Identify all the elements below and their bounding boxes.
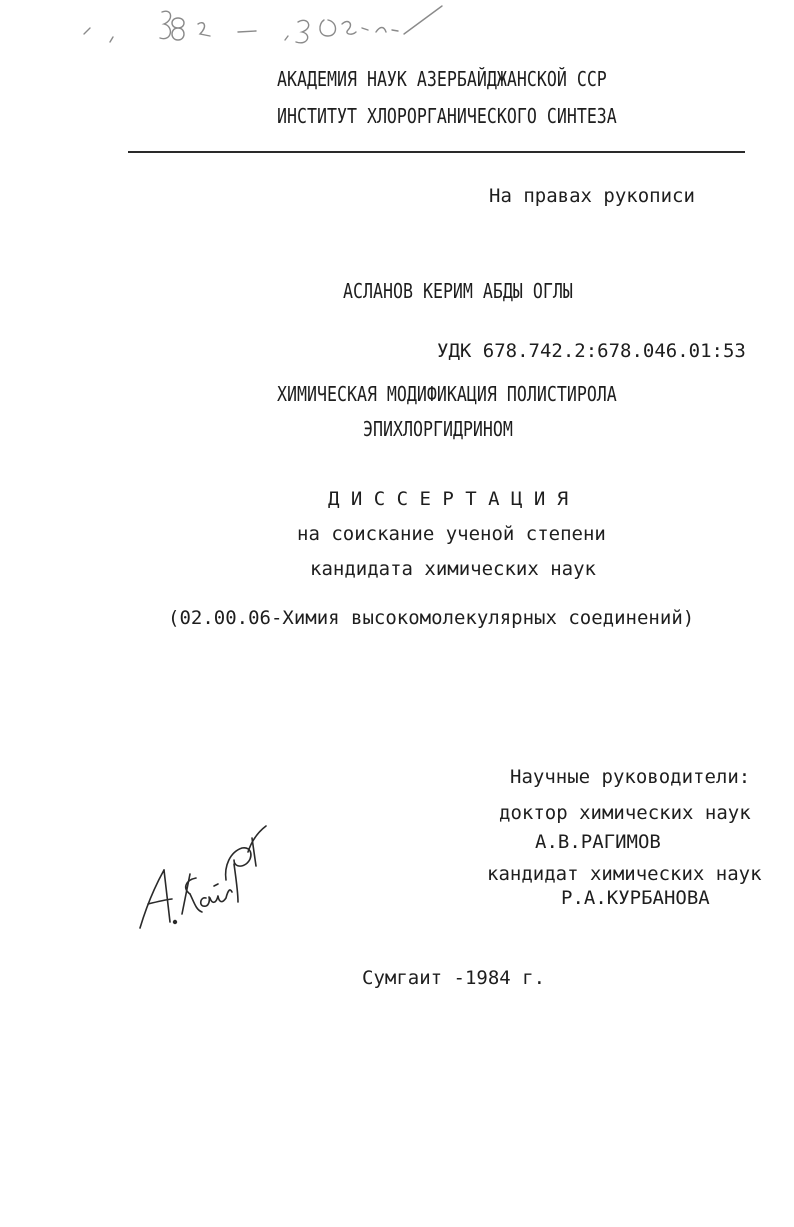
manuscript-note: На правах рукописи (489, 185, 695, 207)
author-name: АСЛАНОВ КЕРИМ АБДЫ ОГЛЫ (343, 279, 573, 303)
academy-name: АКАДЕМИЯ НАУК АЗЕРБАЙДЖАНСКОЙ ССР (277, 67, 607, 91)
place-and-year: Сумгаит -1984 г. (362, 967, 546, 989)
institute-name: ИНСТИТУТ ХЛОРОРГАНИЧЕСКОГО СИНТЕЗА (277, 104, 617, 128)
handwritten-archive-note (70, 4, 460, 54)
supervisor-1-name: А.В.РАГИМОВ (535, 831, 661, 853)
document-type: Д И С С Е Р Т А Ц И Я (328, 488, 569, 510)
supervisor-2-name: Р.А.КУРБАНОВА (561, 887, 710, 909)
header-divider (128, 151, 745, 153)
udc-code: УДК 678.742.2:678.046.01:53 (437, 340, 746, 362)
degree-line-1: на соискание ученой степени (297, 523, 606, 545)
supervisor-2-degree: кандидат химических наук (487, 863, 762, 885)
supervisors-heading: Научные руководители: (510, 766, 751, 788)
supervisor-1-degree: доктор химических наук (499, 802, 751, 824)
thesis-title-line-2: ЭПИХЛОРГИДРИНОМ (363, 417, 513, 441)
degree-line-2: кандидата химических наук (310, 558, 596, 580)
author-signature (130, 822, 270, 934)
specialty-code: (02.00.06-Химия высокомолекулярных соединений) (168, 607, 695, 629)
thesis-title-line-1: ХИМИЧЕСКАЯ МОДИФИКАЦИЯ ПОЛИСТИРОЛА (277, 382, 617, 406)
